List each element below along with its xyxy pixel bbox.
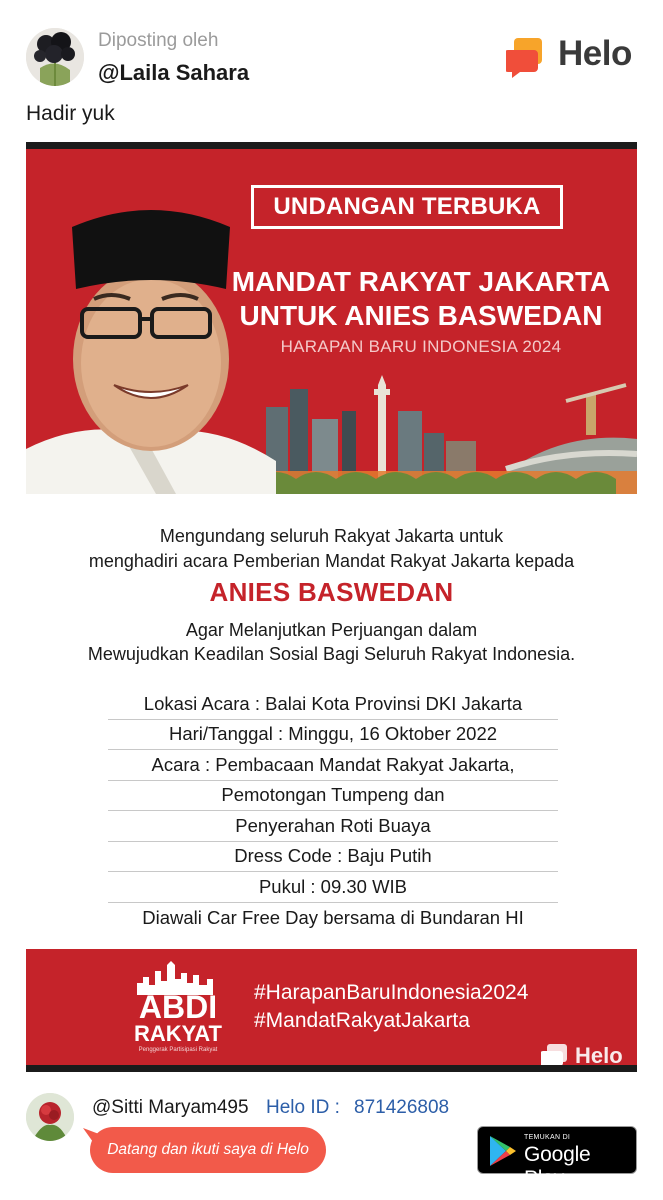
- detail-row-agenda-cont2: Penyerahan Roti Buaya: [108, 811, 558, 842]
- guest-name: ANIES BASWEDAN: [209, 577, 454, 607]
- post-image[interactable]: [26, 142, 637, 1072]
- poster-banner: [26, 149, 637, 494]
- detail-row-location: Lokasi Acara : Balai Kota Provinsi DKI Jakarta: [108, 689, 558, 720]
- helo-logo-icon: [506, 36, 552, 78]
- post-header: [0, 0, 663, 100]
- abdi-tagline: Penggerak Partisipasi Rakyat: [138, 1047, 218, 1053]
- event-details: [108, 689, 558, 933]
- follow-cta-button[interactable]: Datang dan ikuti saya di Helo: [90, 1127, 326, 1173]
- store-small-label: TEMUKAN DI: [524, 1134, 571, 1141]
- helo-watermark-text: Helo: [575, 1043, 623, 1068]
- detail-row-time: Pukul : 09.30 WIB: [108, 872, 558, 903]
- store-name: Google Play: [524, 1143, 591, 1190]
- post-caption: Hadir yuk: [26, 102, 115, 125]
- helo-watermark-icon: [541, 1043, 571, 1069]
- detail-row-agenda: Acara : Pembacaan Mandat Rakyat Jakarta,: [108, 750, 558, 781]
- detail-row-date: Hari/Tanggal : Minggu, 16 Oktober 2022: [108, 720, 558, 751]
- banner-title-line1: MANDAT RAKYAT JAKARTA: [231, 266, 611, 297]
- google-play-badge[interactable]: [477, 1126, 637, 1190]
- helo-id-value: 871426808: [354, 1097, 450, 1118]
- posted-by-label: Diposting oleh: [98, 30, 219, 51]
- invitation-badge: UNDANGAN TERBUKA: [251, 185, 563, 229]
- invite-line2: menghadiri acara Pemberian Mandat Rakyat Jakarta kepada: [88, 551, 575, 571]
- goal-line1: Agar Melanjutkan Perjuangan dalam: [185, 620, 478, 640]
- invite-line1: Mengundang seluruh Rakyat Jakarta untuk: [159, 526, 504, 546]
- author-name[interactable]: @Laila Sahara: [98, 60, 250, 85]
- abdi-rakyat-logo: [123, 961, 233, 1061]
- helo-logo: [506, 36, 641, 76]
- author-avatar[interactable]: [26, 28, 84, 86]
- detail-row-agenda-cont1: Pemotongan Tumpeng dan: [108, 781, 558, 812]
- poster-footer: [26, 949, 637, 1072]
- hashtag-mandat-rakyat: #MandatRakyatJakarta: [254, 1009, 470, 1032]
- goal-line2: Mewujudkan Keadilan Sosial Bagi Seluruh Rakyat Indonesia.: [87, 644, 576, 664]
- helo-id-label: Helo ID :: [266, 1097, 340, 1118]
- abdi-word: ABDI: [138, 989, 218, 1025]
- banner-subtitle: HARAPAN BARU INDONESIA 2024: [280, 337, 562, 356]
- rakyat-word: RAKYAT: [133, 1021, 222, 1046]
- hashtag-harapan-baru: #HarapanBaruIndonesia2024: [254, 981, 529, 1004]
- detail-row-car-free-day: Diawali Car Free Day bersama di Bundaran HI: [142, 906, 524, 928]
- google-play-icon: [488, 1135, 518, 1167]
- detail-row-dress-code: Dress Code : Baju Putih: [108, 842, 558, 873]
- sharer-username[interactable]: @Sitti Maryam495: [92, 1097, 249, 1118]
- banner-title-line2: UNTUK ANIES BASWEDAN: [239, 300, 603, 331]
- helo-watermark: [541, 1043, 637, 1069]
- helo-logo-text: Helo: [558, 34, 632, 73]
- sharer-avatar[interactable]: [26, 1093, 74, 1141]
